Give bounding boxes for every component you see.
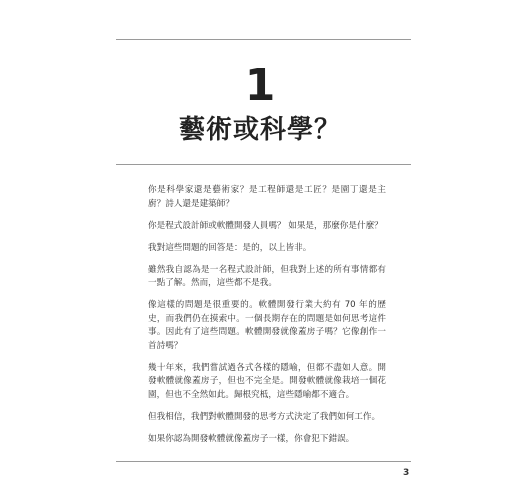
paragraph: 如果你認為開發軟體就像蓋房子一樣，你會犯下錯誤。	[148, 433, 355, 444]
paragraph: 像這樣的問題是很重要的。軟體開發行業大約有 70 年的歷史，而我們仍在摸索中。一個長期存在的問題是如何思考這件事。因此有了這些問題。軟體開發就像蓋房子嗎？它像創作一首詩嗎？	[148, 300, 386, 351]
page-number: 3	[403, 468, 410, 478]
top-rule	[116, 39, 411, 40]
chapter-body	[148, 184, 386, 455]
paragraph: 幾十年來，我們嘗試過各式各樣的隱喻，但都不盡如人意。開發軟體就像蓋房子，但也不完全是。開發軟體就像栽培一個花園，但也不全然如此。歸根究柢，這些隱喻都不適合。	[148, 362, 386, 400]
paragraph: 你是科學家還是藝術家？是工程師還是工匠？是園丁還是主廚？詩人還是建築師？	[148, 185, 386, 209]
chapter-number: 1	[244, 60, 276, 111]
paragraph: 你是程式設計師或軟體開發人員嗎？ 如果是，那麼你是什麼？	[148, 220, 383, 231]
chapter-title: 藝術或科學？	[178, 115, 341, 145]
paragraph: 我對這些問題的回答是：是的，以上皆非。	[148, 242, 312, 253]
footer-rule	[116, 461, 411, 462]
paragraph: 雖然我自認為是一名程式設計師，但我對上述的所有事情都有一點了解。然而，這些都不是我。	[148, 264, 386, 288]
paragraph: 但我相信，我們對軟體開發的思考方式決定了我們如何工作。	[148, 411, 381, 422]
title-rule	[116, 164, 411, 165]
